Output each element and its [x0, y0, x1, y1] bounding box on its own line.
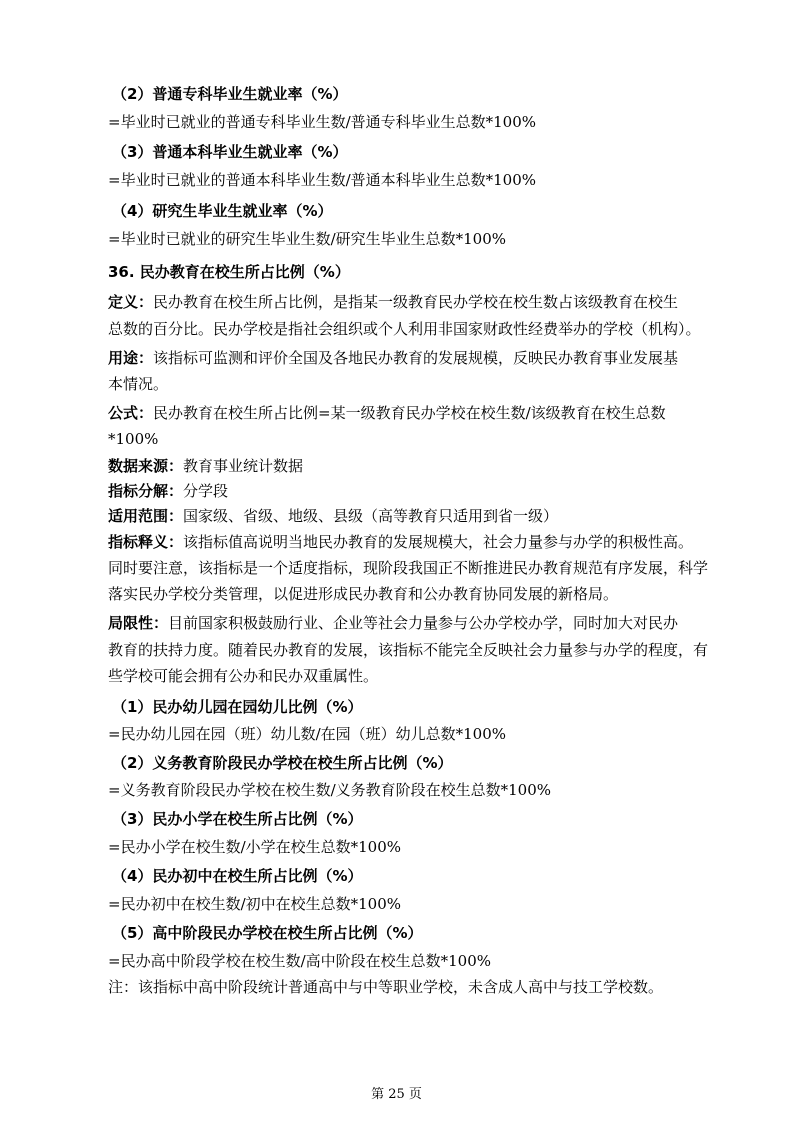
footnote: 注：该指标中高中阶段统计普通高中与中等职业学校，未含成人高中与技工学校数。 [108, 978, 664, 996]
data-source [108, 456, 303, 476]
formula-compulsory: =义务教育阶段民办学校在校生数/义务教育阶段在校生总数*100% [108, 781, 552, 799]
formula-label: 公式： [108, 404, 154, 422]
data-source-label: 数据来源： [108, 457, 184, 475]
usage-line-2: 本情况。 [108, 375, 169, 393]
subsection-title-undergrad-employment: （3）普通本科毕业生就业率（%） [112, 143, 348, 161]
page-number: 第 25 页 [371, 1087, 422, 1102]
data-source-text: 教育事业统计数据 [183, 457, 304, 475]
usage-line-1 [108, 348, 678, 368]
usage-label: 用途： [108, 349, 154, 367]
formula-kindergarten: =民办幼儿园在园（班）幼儿数/在园（班）幼儿总数*100% [108, 725, 507, 743]
section-heading: 36. 民办教育在校生所占比例（%） [108, 263, 350, 281]
interpretation-label: 指标释义： [108, 533, 184, 551]
applicable-scope [108, 506, 558, 526]
limitation-text: 目前国家积极鼓励行业、企业等社会力量参与公办学校办学，同时加大对民办 [168, 614, 679, 632]
applicable-scope-text: 国家级、省级、地级、县级（高等教育只适用到省一级） [183, 507, 559, 525]
formula-line-1 [108, 403, 666, 423]
definition-text: 民办教育在校生所占比例，是指某一级教育民办学校在校生数占该级教育在校生 [153, 293, 679, 311]
interpretation-line-2: 同时要注意，该指标是一个适度指标，现阶段我国正不断推进民办教育规范有序发展，科学 [108, 559, 709, 577]
interpretation-line-3: 落实民办学校分类管理，以促进形成民办教育和公办教育协同发展的新格局。 [108, 585, 619, 603]
subsection-title-senior-high: （5）高中阶段民办学校在校生所占比例（%） [112, 924, 423, 942]
limitation-label: 局限性： [108, 614, 169, 632]
applicable-scope-label: 适用范围： [108, 507, 184, 525]
definition-label: 定义： [108, 293, 154, 311]
formula-primary: =民办小学在校生数/小学在校生总数*100% [108, 838, 402, 856]
limitation-line-2: 教育的扶持力度。随着民办教育的发展，该指标不能完全反映社会力量参与办学的程度，有 [108, 641, 709, 659]
formula-text: 民办教育在校生所占比例=某一级教育民办学校在校生数/该级教育在校生总数 [153, 404, 666, 422]
formula-vocational-employment: =毕业时已就业的普通专科毕业生数/普通专科毕业生总数*100% [108, 113, 537, 131]
usage-text: 该指标可监测和评价全国及各地民办教育的发展规模，反映民办教育事业发展基 [153, 349, 679, 367]
interpretation-line-1 [108, 532, 693, 552]
subsection-title-compulsory: （2）义务教育阶段民办学校在校生所占比例（%） [112, 754, 453, 772]
formula-undergrad-employment: =毕业时已就业的普通本科毕业生数/普通本科毕业生总数*100% [108, 171, 537, 189]
formula-graduate-employment: =毕业时已就业的研究生毕业生数/研究生毕业生总数*100% [108, 230, 507, 248]
definition-line-1 [108, 292, 729, 312]
limitation-line-1 [108, 613, 678, 633]
formula-junior-high: =民办初中在校生数/初中在校生总数*100% [108, 895, 402, 913]
subsection-title-junior-high: （4）民办初中在校生所占比例（%） [112, 867, 363, 885]
indicator-breakdown-text: 分学段 [183, 482, 229, 500]
formula-line-2: *100% [108, 430, 159, 448]
subsection-title-kindergarten: （1）民办幼儿园在园幼儿比例（%） [112, 698, 363, 716]
indicator-breakdown-label: 指标分解： [108, 482, 184, 500]
limitation-line-3: 些学校可能会拥有公办和民办双重属性。 [108, 667, 379, 685]
subsection-title-primary: （3）民办小学在校生所占比例（%） [112, 810, 363, 828]
indicator-breakdown [108, 481, 228, 501]
subsection-title-vocational-employment: （2）普通专科毕业生就业率（%） [112, 85, 348, 103]
definition-line-2: 总数的百分比。民办学校是指社会组织或个人利用非国家财政性经费举办的学校（机构）。 [108, 320, 701, 338]
subsection-title-graduate-employment: （4）研究生毕业生就业率（%） [112, 202, 333, 220]
formula-senior-high: =民办高中阶段学校在校生数/高中阶段在校生总数*100% [108, 952, 492, 970]
interpretation-text: 该指标值高说明当地民办教育的发展规模大，社会力量参与办学的积极性高。 [183, 533, 694, 551]
